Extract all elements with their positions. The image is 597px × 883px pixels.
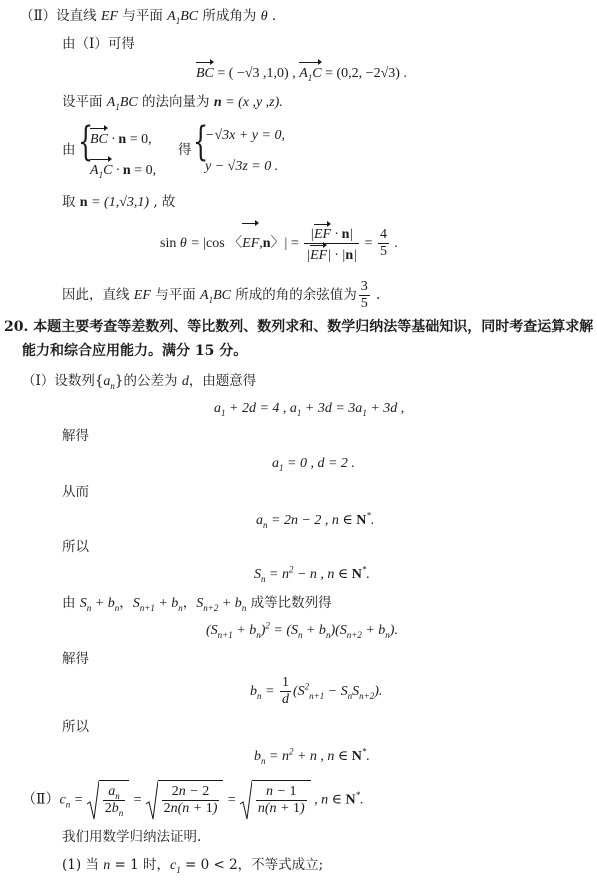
part1-intro: （Ⅰ）设数列$\{a_n\}$的公差为 d，由题意得: [22, 373, 257, 391]
eq-bn-2: $b_n = n^2 + n$ , n ∈ N*.: [254, 746, 370, 766]
system-right-2: y − √3z = 0 .: [205, 159, 279, 174]
solve-1: 解得: [62, 428, 89, 444]
eq-a: $a_1 + 2d = 4$ , $a_1 + 3d = 3a_1 + 3d$ ,: [214, 401, 405, 418]
system-right-1: −√3x + y = 0,: [205, 128, 285, 143]
system-left-1: BC · n = 0,: [90, 127, 152, 149]
right-brace: {: [193, 119, 209, 165]
system-from: 由: [62, 142, 76, 158]
so-2: 所以: [62, 719, 89, 735]
eq-bn-1: $b_n$ = $\frac{1}{d}$ $(S^2_{n+1} - S_nS_{n+2})$.: [250, 675, 383, 708]
eq-an: $a_n = 2n - 2$ , n ∈ N*.: [256, 510, 375, 530]
induction: 我们用数学归纳法证明.: [62, 829, 202, 845]
geo-intro: 由 $S_n + b_n$，$S_{n+1} + b_n$，$S_{n+2} + b_n$ 成等比数列得: [62, 595, 332, 613]
eq-geo: $(S_{n+1} + b_n)^2 = (S_n + b_n)(S_{n+2} + b_n)$.: [206, 620, 398, 640]
sin-equation: sin θ = |cos 〈EF,n〉| = $\frac{|EF \cdot n|}{|EF| \cdot |n|}$ = $\frac{4}{5}$ .: [160, 222, 398, 264]
case-1: (1) 当 n = 1 时，$c_1 = 0 < 2$，不等式成立;: [62, 857, 324, 875]
hence: 从而: [62, 484, 89, 500]
set-normal: 设平面 $A_1BC$ 的法向量为 n = (x ,y ,z).: [62, 94, 283, 112]
q20-title: 20. 本题主要考查等差数列、等比数列、数列求和、数学归纳法等基础知识，同时考查运算求解: [4, 319, 594, 335]
solve-2: 解得: [62, 651, 89, 667]
part2-header: （Ⅱ）设直线 EF 与平面 $A_1BC$ 所成角为 θ .: [20, 8, 277, 26]
so-1: 所以: [62, 539, 89, 555]
eq-sn: $S_n = n^2 - n$ , n ∈ N*.: [254, 564, 370, 584]
system-get: 得: [178, 142, 192, 158]
conclusion: 因此，直线 EF 与平面 $A_1BC$ 所成的角的余弦值为 $\frac{3}{5}$ .: [62, 279, 381, 311]
vectors-equation: BC = ( −√3 ,1,0) , $A_1C = (0,2$, −2√3) .: [196, 61, 407, 83]
system-left-2: $A_1C \cdot n = 0$,: [90, 158, 156, 180]
from-part1: 由（Ⅰ）可得: [62, 36, 135, 52]
part2-cn: $(Ⅱ)c_n$ = $\frac{a_n}{2b_n}$ = $\frac{2n - 2}{2n(n + 1)}$ = $\frac{n - 1}{n(n + 1)}$ , n ∈ N*.: [22, 780, 364, 821]
eq-solution-1: $a_1 = 0$ , d = 2 .: [272, 456, 355, 473]
take-n: 取 n = (1,√3,1) , 故: [62, 194, 176, 210]
q20-title-2: 能力和综合应用能力。满分 15 分。: [22, 343, 248, 359]
left-brace: {: [78, 119, 94, 165]
